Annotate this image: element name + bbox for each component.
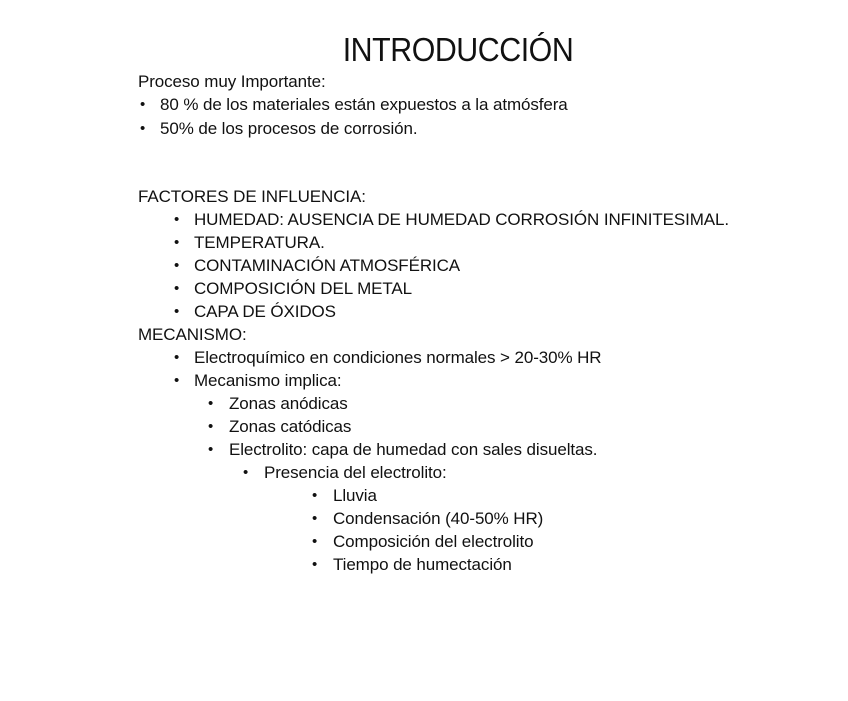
bullet-icon: • xyxy=(174,349,180,366)
intro-item: 80 % de los materiales están expuestos a la atmósfera xyxy=(160,95,568,114)
mechanism-item: Electroquímico en condiciones normales > 20-30% HR xyxy=(194,348,602,367)
bullet-icon: • xyxy=(174,234,180,251)
electrolyte-presence: Presencia del electrolito: xyxy=(264,463,447,482)
page-title: INTRODUCCIÓN xyxy=(342,31,574,68)
bullet-icon: • xyxy=(312,510,318,527)
bullet-icon: • xyxy=(140,120,146,137)
bullet-icon: • xyxy=(140,96,146,113)
bullet-icon: • xyxy=(174,303,180,320)
mechanism-sub-item: Electrolito: capa de humedad con sales disueltas. xyxy=(229,440,598,459)
factor-item: CAPA DE ÓXIDOS xyxy=(194,302,336,321)
factors-heading: FACTORES DE INFLUENCIA: xyxy=(138,187,366,206)
factor-item: HUMEDAD: AUSENCIA DE HUMEDAD CORROSIÓN INFINITESIMAL. xyxy=(194,210,729,229)
electrolyte-item: Condensación (40-50% HR) xyxy=(333,509,544,528)
bullet-icon: • xyxy=(208,418,214,435)
electrolyte-item: Lluvia xyxy=(333,486,377,505)
mechanism-sub-item: Zonas anódicas xyxy=(229,394,348,413)
bullet-icon: • xyxy=(312,556,318,573)
bullet-icon: • xyxy=(174,211,180,228)
factor-item: COMPOSICIÓN DEL METAL xyxy=(194,279,412,298)
bullet-icon: • xyxy=(243,464,249,481)
bullet-icon: • xyxy=(312,533,318,550)
bullet-icon: • xyxy=(208,441,214,458)
electrolyte-item: Tiempo de humectación xyxy=(333,555,512,574)
mechanism-item: Mecanismo implica: xyxy=(194,371,342,390)
bullet-icon: • xyxy=(174,257,180,274)
bullet-icon: • xyxy=(208,395,214,412)
intro-heading: Proceso muy Importante: xyxy=(138,72,326,91)
factor-item: TEMPERATURA. xyxy=(194,233,325,252)
factor-item: CONTAMINACIÓN ATMOSFÉRICA xyxy=(194,256,461,275)
bullet-icon: • xyxy=(174,280,180,297)
bullet-icon: • xyxy=(312,487,318,504)
mechanism-heading: MECANISMO: xyxy=(138,325,247,344)
electrolyte-item: Composición del electrolito xyxy=(333,532,534,551)
mechanism-sub-item: Zonas catódicas xyxy=(229,417,352,436)
bullet-icon: • xyxy=(174,372,180,389)
intro-item: 50% de los procesos de corrosión. xyxy=(160,119,418,138)
